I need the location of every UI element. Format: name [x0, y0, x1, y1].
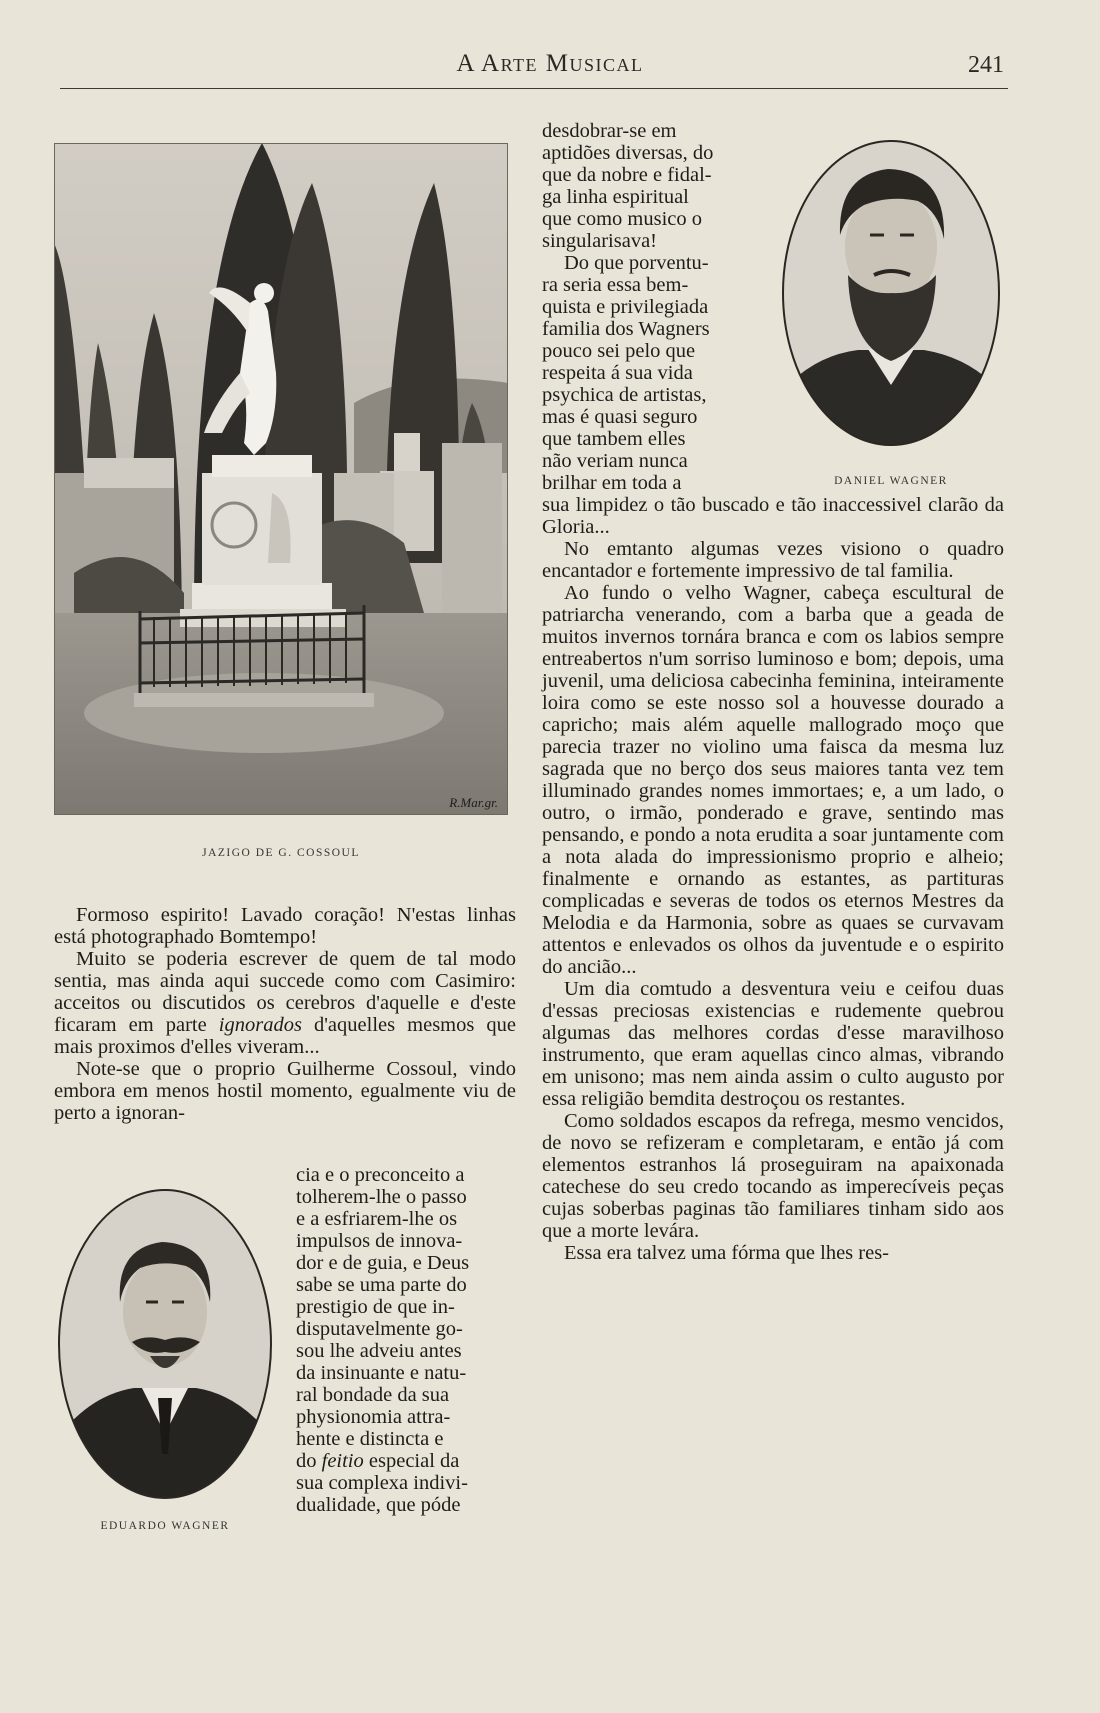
text-line: pouco sei pelo que: [542, 340, 696, 362]
left-column-narrow-text: [296, 1164, 516, 1516]
text-line: que da nobre e fidal-: [542, 164, 712, 186]
daniel-wagner-portrait: [778, 135, 1004, 451]
text-line: que como musico o: [542, 208, 702, 230]
paragraph: Como soldados escapos da refrega, mesmo vencidos, de novo se refizeram e completaram, e então já com elementos estranhos lá proseguiram na apaixonada catechese do seu credo tocando as imperecíveis peças cujas soberbas paginas tão familiares tinham sido aos que a morte levára.: [542, 1110, 1004, 1242]
text-line: cia e o preconceito a: [296, 1164, 465, 1186]
text-line: respeita á sua vida: [542, 362, 693, 384]
header-rule: [60, 88, 1008, 89]
eduardo-wagner-caption: EDUARDO WAGNER: [100, 1520, 230, 1532]
right-column-narrow-text: [542, 120, 756, 494]
text-line: dor e de guia, e Deus: [296, 1252, 470, 1274]
text-line: dualidade, que póde: [296, 1494, 461, 1516]
text-line: quista e privilegiada: [542, 296, 709, 318]
paragraph: Essa era talvez uma fórma que lhes res-: [564, 1242, 890, 1264]
paragraph: Formoso espirito! Lavado coração! N'estas linhas está photographado Bomtempo!: [54, 904, 516, 948]
text-line: Do que porventu-: [564, 252, 709, 274]
left-column-full-text: [54, 904, 516, 1124]
text-line: prestigio de que in-: [296, 1296, 455, 1318]
paragraph: sua limpidez o tão buscado e tão inaccessivel clarão da Gloria...: [542, 494, 1004, 538]
page-number: 241: [968, 52, 1004, 78]
paragraph: Ao fundo o velho Wagner, cabeça escultural de patriarcha venerando, com a barba que a geada de muitos invernos tornára branca e com os labios sempre entreabertos n'um sorriso luminoso e bom; depois, uma juvenil, uma deliciosa cabecinha feminina, inteiramente loira como se este nosso sol a houvesse dourado a capricho; mais além aquelle mallogrado moço que parecia trazer no violino uma faisca da mesma luz sagrada que no berço dos seus maiores tanta vez tem illuminado grandes nomes immortaes; e, a um lado, o outro, o irmão, ponderado e grave, sentindo mas pensando, e pondo a nota erudita a soar juntamente com a nota alada do impressionismo proprio e alheio; finalmente e ornando as estantes, as partituras complicadas e severas de todos os eternos Mestres da Melodia e da Harmonia, sobre as quaes se curvavam attentos e enlevados os olhos da juventude e o espirito do ancião...: [542, 582, 1004, 978]
text-line: aptidões diversas, do: [542, 142, 714, 164]
text-line: sabe se uma parte do: [296, 1274, 467, 1296]
tomb-caption: JAZIGO DE G. COSSOUL: [202, 847, 360, 859]
text-line: sua complexa indivi-: [296, 1472, 468, 1494]
text-line: physionomia attra-: [296, 1406, 451, 1428]
text-line: mas é quasi seguro: [542, 406, 698, 428]
text-line: ral bondade da sua: [296, 1384, 450, 1406]
paragraph: Muito se poderia escrever de quem de tal modo sentia, mas ainda aqui succede como com Casimiro: acceitos ou discutidos os cerebros d'aquelle e d'este ficaram em parte ignorados d'aquelles mesmos que mais proximos d'elles viveram...: [54, 948, 517, 1058]
right-column-full-text: [542, 494, 1004, 1264]
tomb-illustration: [54, 143, 508, 815]
text-line: tolherem-lhe o passo: [296, 1186, 467, 1208]
text-line: que tambem elles: [542, 428, 686, 450]
text-line: psychica de artistas,: [542, 384, 707, 406]
text-line: ga linha espiritual: [542, 186, 689, 208]
text-line: impulsos de innova-: [296, 1230, 463, 1252]
paragraph: No emtanto algumas vezes visiono o quadro encantador e fortemente impressivo de tal familia.: [542, 538, 1004, 582]
eduardo-wagner-illustration: [54, 1184, 276, 1504]
text-line: brilhar em toda a: [542, 472, 682, 494]
text-line: desdobrar-se em: [542, 120, 677, 142]
paragraph: Um dia comtudo a desventura veiu e ceifou duas d'essas preciosas existencias e rudemente quebrou algumas das melhores cordas d'esse maravilhoso instrumento, que eram aquellas cinco almas, vibrando em unisono; mas nem ainda assim o culto augusto por essa religião bemdita destroçou os restantes.: [542, 978, 1004, 1110]
daniel-wagner-caption: DANIEL WAGNER: [834, 475, 948, 487]
text-line: não veriam nunca: [542, 450, 688, 472]
text-line: da insinuante e natu-: [296, 1362, 467, 1384]
text-line: sou lhe adveiu antes: [296, 1340, 462, 1362]
eduardo-wagner-portrait: [54, 1184, 276, 1504]
engraver-signature: R.Mar.gr.: [449, 795, 498, 810]
tomb-photograph: [54, 143, 508, 815]
paragraph: Note-se que o proprio Guilherme Cossoul, vindo embora em menos hostil momento, egualmente viu de perto a ignoran-: [54, 1058, 516, 1124]
text-line: hente e distincta e: [296, 1428, 444, 1450]
text-line: singularisava!: [542, 230, 657, 252]
text-line: familia dos Wagners: [542, 318, 710, 340]
text-line: ra seria essa bem-: [542, 274, 689, 296]
text-line: do feitio especial da: [296, 1450, 460, 1472]
text-line: e a esfriarem-lhe os: [296, 1208, 458, 1230]
running-head: [0, 50, 1100, 84]
text-line: disputavelmente go-: [296, 1318, 463, 1340]
running-title: A Arte Musical: [456, 50, 644, 77]
daniel-wagner-illustration: [778, 135, 1004, 451]
